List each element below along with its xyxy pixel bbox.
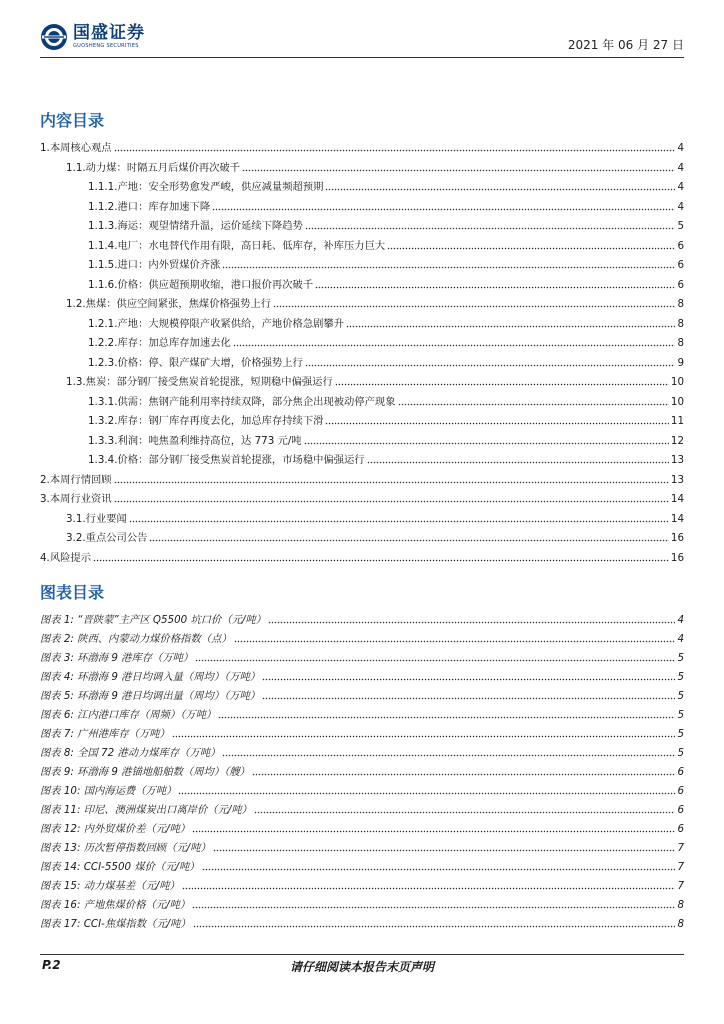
dot-leader [387, 247, 675, 250]
contents-entry[interactable] [88, 277, 684, 293]
dot-leader [172, 735, 676, 738]
entry-page-number: 16 [670, 532, 684, 544]
entry-page-number: 14 [670, 512, 684, 525]
dot-leader [325, 188, 675, 191]
entry-page-number: 8 [677, 317, 684, 330]
entry-page-number: 12 [670, 434, 684, 447]
entry-label: 图表 14: CCI-5500 煤价（元/吨） [40, 861, 200, 873]
dot-leader [212, 208, 675, 211]
entry-page-number: 6 [677, 239, 684, 252]
entry-label: 3.本周行业资讯 [40, 493, 112, 505]
contents-entry[interactable] [66, 374, 684, 390]
entry-label: 1.1.动力煤：时隔五月后煤价再次破千 [66, 161, 241, 174]
contents-entry[interactable] [88, 394, 684, 410]
entry-page-number: 6 [677, 259, 684, 271]
contents-entry[interactable] [88, 335, 684, 351]
dot-leader [178, 792, 675, 795]
dot-leader [305, 227, 676, 230]
dot-leader [182, 887, 676, 890]
entry-label: 1.3.2.库存：钢厂库存再度去化，加总库存持续下滑 [88, 415, 324, 427]
entry-label: 1.1.2.港口：库存加速下降 [88, 200, 211, 213]
entry-label: 2.本周行情回顾 [40, 473, 112, 486]
company-logo [40, 22, 145, 52]
entry-page-number: 4 [677, 181, 684, 193]
dot-leader [114, 500, 669, 503]
dot-leader [335, 383, 669, 386]
dot-leader [149, 539, 668, 542]
entry-label: 1.3.1.供需：焦钢产能利用率持续双降，部分焦企出现被动停产现象 [88, 395, 396, 408]
dot-leader [346, 325, 675, 328]
entry-page-number: 4 [677, 614, 684, 626]
entry-label: 图表 8: 全国 72 港动力煤库存（万吨） [40, 747, 221, 759]
figure-entry[interactable] [40, 650, 684, 666]
entry-page-number: 7 [677, 861, 684, 873]
entry-label: 图表 17: CCI-焦煤指数（元/吨） [40, 918, 191, 930]
entry-label: 3.2.重点公司公告 [66, 532, 148, 544]
figure-entry[interactable] [40, 669, 684, 685]
entry-page-number: 4 [677, 200, 684, 213]
entry-label: 3.1.行业要闻 [66, 512, 127, 525]
dot-leader [195, 659, 675, 662]
dot-leader [315, 286, 675, 289]
dot-leader [129, 520, 669, 523]
dot-leader [233, 344, 676, 347]
figure-entry[interactable] [40, 821, 684, 837]
entry-label: 1.1.3.海运：观望情绪升温，运价延续下降趋势 [88, 220, 303, 232]
contents-entry[interactable] [88, 452, 684, 468]
dot-leader [305, 364, 676, 367]
contents-entry[interactable] [88, 257, 684, 273]
contents-entry[interactable] [40, 491, 684, 507]
entry-page-number: 7 [677, 842, 684, 854]
entry-label: 1.本周核心观点 [40, 142, 112, 154]
dot-leader [222, 754, 675, 757]
entry-page-number: 14 [670, 493, 684, 505]
dot-leader [273, 305, 675, 308]
entry-label: 图表 12: 内外贸煤价差（元/吨） [40, 823, 191, 835]
logo-name-cn: 国盛证券 [73, 23, 145, 43]
dot-leader [268, 621, 675, 624]
figure-entry[interactable] [40, 612, 684, 628]
figures-title: 图表目录 [40, 583, 105, 602]
entry-label: 图表 6: 江内港口库存（周频）（万吨） [40, 709, 217, 721]
dot-leader [192, 830, 675, 833]
dot-leader [114, 149, 676, 152]
entry-label: 图表 2: 陕西、内蒙动力煤价格指数（点） [40, 633, 232, 645]
entry-label: 1.2.1.产地：大规模停限产收紧供给，产地价格急剧攀升 [88, 317, 345, 330]
entry-page-number: 5 [677, 728, 684, 740]
dot-leader [192, 906, 675, 909]
entry-page-number: 5 [677, 652, 684, 664]
entry-page-number: 5 [677, 709, 684, 721]
entry-page-number: 6 [677, 785, 684, 797]
contents-entry[interactable] [88, 413, 684, 429]
entry-label: 图表 16: 产地焦煤价格（元/吨） [40, 899, 191, 911]
entry-page-number: 9 [677, 356, 684, 369]
contents-entry[interactable] [40, 140, 684, 156]
contents-entry[interactable] [88, 179, 684, 195]
entry-label: 4.风险提示 [40, 551, 92, 564]
figure-entry[interactable] [40, 802, 684, 818]
contents-entry[interactable] [88, 316, 684, 332]
entry-page-number: 5 [677, 690, 684, 702]
dot-leader [304, 442, 669, 445]
entry-label: 图表 13: 历次暂停指数回顾（元/吨） [40, 842, 211, 854]
contents-entry[interactable] [66, 160, 684, 176]
entry-page-number: 8 [677, 337, 684, 349]
entry-page-number: 6 [677, 804, 684, 816]
entry-page-number: 4 [677, 161, 684, 174]
figure-entry[interactable] [40, 878, 684, 894]
figure-entry[interactable] [40, 859, 684, 875]
dot-leader [93, 559, 669, 562]
entry-page-number: 6 [677, 823, 684, 835]
dot-leader [367, 461, 669, 464]
entry-label: 1.1.6.价格：供应超预期收缩，港口报价再次破千 [88, 278, 314, 291]
entry-label: 1.2.2.库存：加总库存加速去化 [88, 337, 231, 349]
figure-entry[interactable] [40, 783, 684, 799]
contents-title: 内容目录 [40, 111, 105, 130]
entry-label: 1.1.5.进口：内外贸煤价齐涨 [88, 259, 221, 271]
entry-label: 图表 1: “晋陕蒙”主产区 Q5500 坑口价（元/吨） [40, 614, 267, 626]
entry-label: 1.1.1.产地：安全形势愈发严峻，供应减量频超预期 [88, 181, 324, 193]
entry-page-number: 6 [677, 278, 684, 291]
entry-page-number: 6 [677, 766, 684, 778]
contents-entry[interactable] [66, 530, 684, 546]
entry-page-number: 13 [670, 473, 684, 486]
figure-entry[interactable] [40, 688, 684, 704]
figure-entry[interactable] [40, 745, 684, 761]
figure-entry[interactable] [40, 897, 684, 913]
dot-leader [398, 403, 669, 406]
entry-label: 1.3.3.利润：吨焦盈利维持高位，达 773 元/吨 [88, 434, 302, 447]
contents-entry[interactable] [88, 238, 684, 254]
contents-entry[interactable] [66, 296, 684, 312]
contents-entry[interactable] [40, 472, 684, 488]
figure-entry[interactable] [40, 631, 684, 647]
figure-entry[interactable] [40, 764, 684, 780]
entry-page-number: 16 [670, 551, 684, 564]
figure-entry[interactable] [40, 840, 684, 856]
dot-leader [325, 422, 668, 425]
dot-leader [254, 811, 676, 814]
entry-page-number: 8 [677, 918, 684, 930]
dot-leader [218, 716, 675, 719]
dot-leader [242, 169, 675, 172]
entry-label: 1.2.焦煤：供应空间紧张，焦煤价格强势上行 [66, 298, 271, 310]
entry-label: 图表 15: 动力煤基差（元/吨） [40, 880, 180, 892]
entry-page-number: 5 [677, 220, 684, 232]
page-header [0, 0, 724, 60]
entry-label: 图表 5: 环渤海 9 港日均调出量（周均）（万吨） [40, 690, 261, 702]
entry-page-number: 4 [677, 633, 684, 645]
dot-leader [202, 868, 676, 871]
entry-page-number: 8 [677, 899, 684, 911]
entry-page-number: 5 [677, 747, 684, 759]
contents-entry[interactable] [40, 550, 684, 566]
entry-label: 图表 3: 环渤海 9 港库存（万吨） [40, 652, 194, 664]
entry-label: 图表 9: 环渤海 9 港锚地船舶数（周均）（艘） [40, 766, 250, 778]
entry-label: 图表 7: 广州港库存（万吨） [40, 728, 170, 740]
entry-label: 图表 11: 印尼、澳洲煤炭出口离岸价（元/吨） [40, 804, 252, 816]
contents-entry[interactable] [88, 433, 684, 449]
guosheng-logo-icon [40, 23, 68, 51]
entry-page-number: 4 [677, 142, 684, 154]
entry-page-number: 7 [677, 880, 684, 892]
contents-entry[interactable] [88, 199, 684, 215]
entry-label: 图表 4: 环渤海 9 港日均调入量（周均）（万吨） [40, 671, 261, 683]
dot-leader [222, 266, 675, 269]
disclaimer-notice: 请仔细阅读本报告末页声明 [289, 960, 434, 974]
figure-entry[interactable] [40, 916, 684, 932]
entry-page-number: 10 [670, 395, 684, 408]
logo-name-en: GUOSHENG SECURITIES [73, 43, 139, 49]
dot-leader [234, 640, 676, 643]
contents-entry[interactable] [88, 355, 684, 371]
entry-label: 图表 10: 国内海运费（万吨） [40, 785, 177, 797]
figure-entry[interactable] [40, 726, 684, 742]
entry-label: 1.1.4.电厂：水电替代作用有限，高日耗、低库存，补库压力巨大 [88, 239, 386, 252]
report-date: 2021 年 06 月 27 日 [567, 38, 684, 52]
entry-page-number: 11 [670, 415, 684, 427]
dot-leader [213, 849, 676, 852]
entry-label: 1.3.4.价格：部分钢厂接受焦炭首轮提涨，市场稳中偏强运行 [88, 454, 365, 466]
entry-label: 1.2.3.价格：停、限产煤矿大增，价格强势上行 [88, 356, 303, 369]
entry-page-number: 8 [677, 298, 684, 310]
dot-leader [262, 697, 675, 700]
entry-page-number: 10 [670, 376, 684, 388]
contents-entry[interactable] [66, 511, 684, 527]
dot-leader [114, 481, 669, 484]
dot-leader [252, 773, 676, 776]
header-divider [40, 57, 684, 58]
entry-label: 1.3.焦炭：部分钢厂接受焦炭首轮提涨，短期稳中偏强运行 [66, 376, 333, 388]
figure-entry[interactable] [40, 707, 684, 723]
page-number: P.2 [42, 958, 61, 972]
contents-entry[interactable] [88, 218, 684, 234]
footer-divider [40, 954, 684, 955]
dot-leader [262, 678, 675, 681]
entry-page-number: 13 [670, 454, 684, 466]
dot-leader [193, 925, 676, 928]
entry-page-number: 5 [677, 671, 684, 683]
